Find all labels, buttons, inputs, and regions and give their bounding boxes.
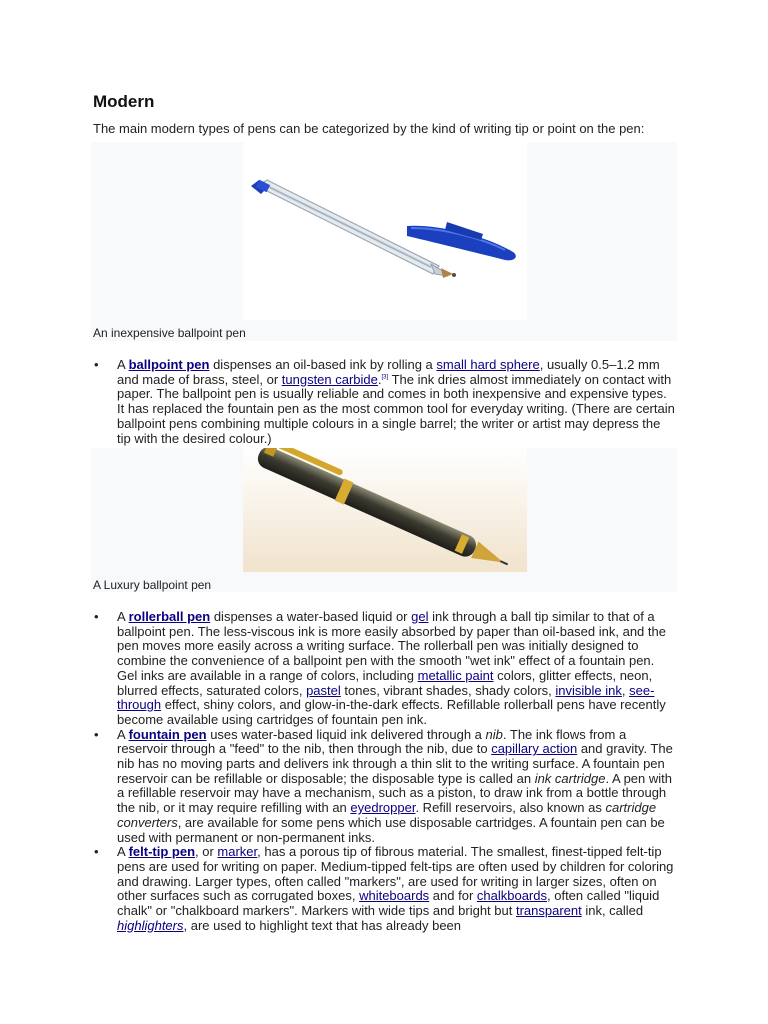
text: , are used to highlight text that has already been	[183, 917, 462, 933]
text: tones, vibrant shades, shady colors,	[340, 682, 556, 698]
link-pastel[interactable]: pastel	[306, 682, 341, 698]
text: A	[117, 844, 129, 860]
text: effect, shiny colors, and glow-in-the-dark effects. Refillable rollerball pens have recently become available using cartridges of fountain pen ink.	[117, 697, 666, 727]
pen-types-list	[93, 358, 677, 446]
text: ,	[621, 682, 630, 698]
figure-caption: An inexpensive ballpoint pen	[93, 326, 246, 340]
list-item-felt-tip	[93, 845, 677, 933]
link-marker[interactable]: marker	[217, 844, 258, 860]
link-ballpoint-pen[interactable]	[129, 357, 210, 372]
link-felt-tip-pen[interactable]	[129, 844, 195, 859]
text: . A pen with a refillable reservoir may have a mechanism, such as a piston, to draw ink from a bottle through the nib, or it may require refilling with an	[117, 770, 672, 816]
text: A	[117, 609, 129, 624]
text: The ink dries almost immediately on contact with paper. The ballpoint pen is usually reliable and comes in both inexpensive and expensive types. It has replaced the fountain pen as the most common tool for everyday writing. (There are certain ballpoint pens combining multiple colours in a single barrel; the writer or artist may depress the tip with the desired colour.)	[117, 371, 675, 446]
link-chalkboards[interactable]: chalkboards	[476, 888, 547, 904]
link-fountain-pen[interactable]	[129, 727, 207, 742]
italic-term: ink cartridge	[534, 770, 606, 786]
link-whiteboards[interactable]: whiteboards	[359, 888, 430, 904]
text: ink, called	[581, 903, 644, 919]
list-item-rollerball	[93, 610, 677, 728]
list-item-ballpoint	[93, 358, 677, 446]
figure-luxury-ballpoint	[91, 448, 677, 592]
link-tungsten-carbide[interactable]: tungsten carbide	[281, 371, 378, 387]
italic-term: cartridge converters	[117, 800, 657, 830]
link-highlighters[interactable]	[117, 918, 184, 933]
luxury-pen-drawing	[243, 448, 527, 572]
text: colors, glitter effects, neon, blurred effects, saturated colors,	[117, 667, 653, 698]
link-eyedropper[interactable]: eyedropper	[350, 800, 416, 816]
text: and gravity. The nib has no moving parts and delivers ink through a thin slit to the writing surface. A fountain pen reservoir can be refillable or disposable; the disposable type is called an	[117, 741, 673, 786]
intro-paragraph: The main modern types of pens can be categorized by the kind of writing tip or point on the pen:	[93, 121, 645, 136]
section-heading: Modern	[93, 92, 155, 111]
text: , or	[195, 844, 218, 860]
link-gel[interactable]: gel	[411, 609, 429, 624]
link-text: felt-tip pen	[128, 844, 196, 860]
text: , has a porous tip of fibrous material. The smallest, finest-tipped felt-tip pens are used for writing on paper. Medium-tipped felt-tips are often used by children for coloring and drawing. Larger types, often called "markers", are used for writing in larger sizes, often on other surfaces such as corrugated boxes,	[117, 844, 674, 904]
figure-caption: A Luxury ballpoint pen	[93, 578, 212, 592]
luxury-pen-image[interactable]	[243, 448, 527, 572]
text: , often called "liquid chalk" or "chalkboard markers". Markers with wide tips and bright but	[117, 888, 660, 919]
link-see-through[interactable]: see-through	[117, 682, 655, 713]
text: dispenses an oil-based ink by rolling a	[209, 357, 437, 372]
link-small-hard-sphere[interactable]: small hard sphere	[436, 357, 540, 372]
link-text: ballpoint pen	[128, 357, 210, 372]
pen-types-list-continued	[93, 610, 677, 933]
ballpoint-pen-drawing	[243, 142, 527, 320]
text: ink through a ball tip similar to that of a ballpoint pen. The less-viscous ink is more easily absorbed by paper than oil-based ink, and the pen moves more easily across a writing surface. The rollerball pen was initially designed to combine the convenience of a ballpoint pen with the smooth "wet ink" effect of a fountain pen. Gel inks are available in a range of colors, including	[117, 609, 666, 683]
text: A	[117, 357, 129, 372]
link-text: fountain pen	[128, 726, 207, 742]
link-capillary-action[interactable]: capillary action	[491, 741, 578, 757]
link-text: highlighters	[117, 917, 184, 933]
text: A	[117, 726, 129, 742]
italic-term: nib	[485, 726, 503, 742]
text: , usually 0.5–1.2 mm and made of brass, steel, or	[117, 357, 660, 387]
list-item-fountain	[93, 728, 677, 846]
link-text: rollerball pen	[128, 609, 211, 624]
link-rollerball-pen[interactable]	[129, 609, 211, 624]
reference-link[interactable]: [3]	[381, 374, 389, 381]
text: dispenses a water-based liquid or	[210, 609, 412, 624]
text: and for	[429, 888, 477, 904]
figure-ballpoint	[91, 142, 677, 341]
text: uses water-based liquid ink delivered through a	[206, 726, 486, 742]
text: . The ink flows from a reservoir through a "feed" to the nib, then through the nib, due to	[117, 726, 627, 757]
text: , are available for some pens which use disposable cartridges. A fountain pen can be used with permanent or non-permanent inks.	[117, 814, 665, 845]
text: . Refill reservoirs, also known as	[415, 800, 606, 816]
link-metallic-paint[interactable]: metallic paint	[417, 667, 494, 683]
ballpoint-pen-image[interactable]	[243, 142, 527, 320]
link-transparent[interactable]: transparent	[515, 903, 582, 919]
text: .	[377, 371, 382, 387]
link-invisible-ink[interactable]: invisible ink	[555, 682, 622, 698]
